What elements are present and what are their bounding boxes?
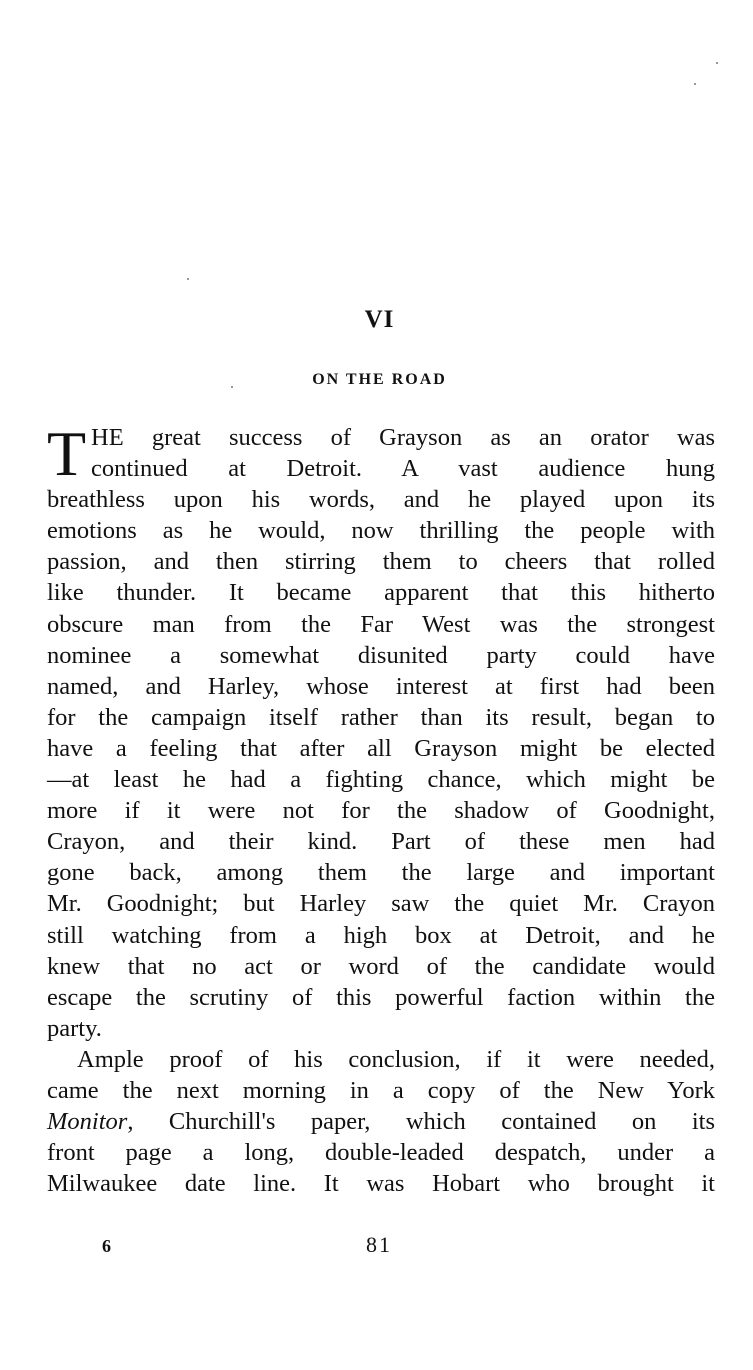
text-line: for the campaign itself rather than its result, began to [47,703,715,731]
chapter-number: VI [364,306,395,333]
text-line: knew that no act or word of the candidate would [47,952,715,980]
first-paragraph [47,418,715,1044]
signature-mark: 6 [102,1236,111,1256]
text-line: came the next morning in a copy of the New York [47,1076,715,1104]
text-line: breathless upon his words, and he played upon its [47,486,715,514]
text-line: named, and Harley, whose interest at first had been [47,672,715,700]
chapter-title: ON THE ROAD [312,371,447,388]
newspaper-name: Monitor [47,1108,128,1136]
text-line: like thunder. It became apparent that this hitherto [47,579,715,607]
chapter-body [47,418,715,1199]
text-line: —at least he had a fighting chance, which might be [47,766,715,794]
scan-speck [694,83,696,85]
text-line: gone back, among them the large and important [47,859,715,887]
scan-speck [187,278,189,280]
text-line: HE great success of Grayson as an orator was [91,424,715,451]
second-paragraph [47,1044,715,1199]
text-line: front page a long, double-leaded despatch, under a [47,1139,715,1167]
text-line: nominee a somewhat disunited party could have [47,641,715,669]
text-line: Milwaukee date line. It was Hobart who brought it [47,1170,715,1198]
text-fragment: , Churchill's paper, which contained on its [127,1108,715,1136]
text-line: escape the scrutiny of this powerful faction within the [47,983,715,1011]
text-line: more if it were not for the shadow of Goodnight, [47,797,715,825]
text-line: Mr. Goodnight; but Harley saw the quiet Mr. Crayon [47,890,715,918]
drop-cap: T [47,418,87,489]
text-line: passion, and then stirring them to cheers that rolled [47,548,715,576]
text-line: continued at Detroit. A vast audience hung [91,455,715,483]
text-line: still watching from a high box at Detroit, and he [47,921,715,949]
text-line [47,1106,715,1137]
page-number: 81 [366,1232,392,1257]
text-line: Ample proof of his conclusion, if it were needed, [77,1045,715,1073]
text-line: emotions as he would, now thrilling the people with [47,517,715,545]
text-line: have a feeling that after all Grayson might be elected [47,734,715,762]
text-line: Crayon, and their kind. Part of these men had [47,828,715,856]
text-line: obscure man from the Far West was the strongest [47,610,715,638]
scan-speck [716,62,718,64]
text-line: party. [47,1014,102,1042]
